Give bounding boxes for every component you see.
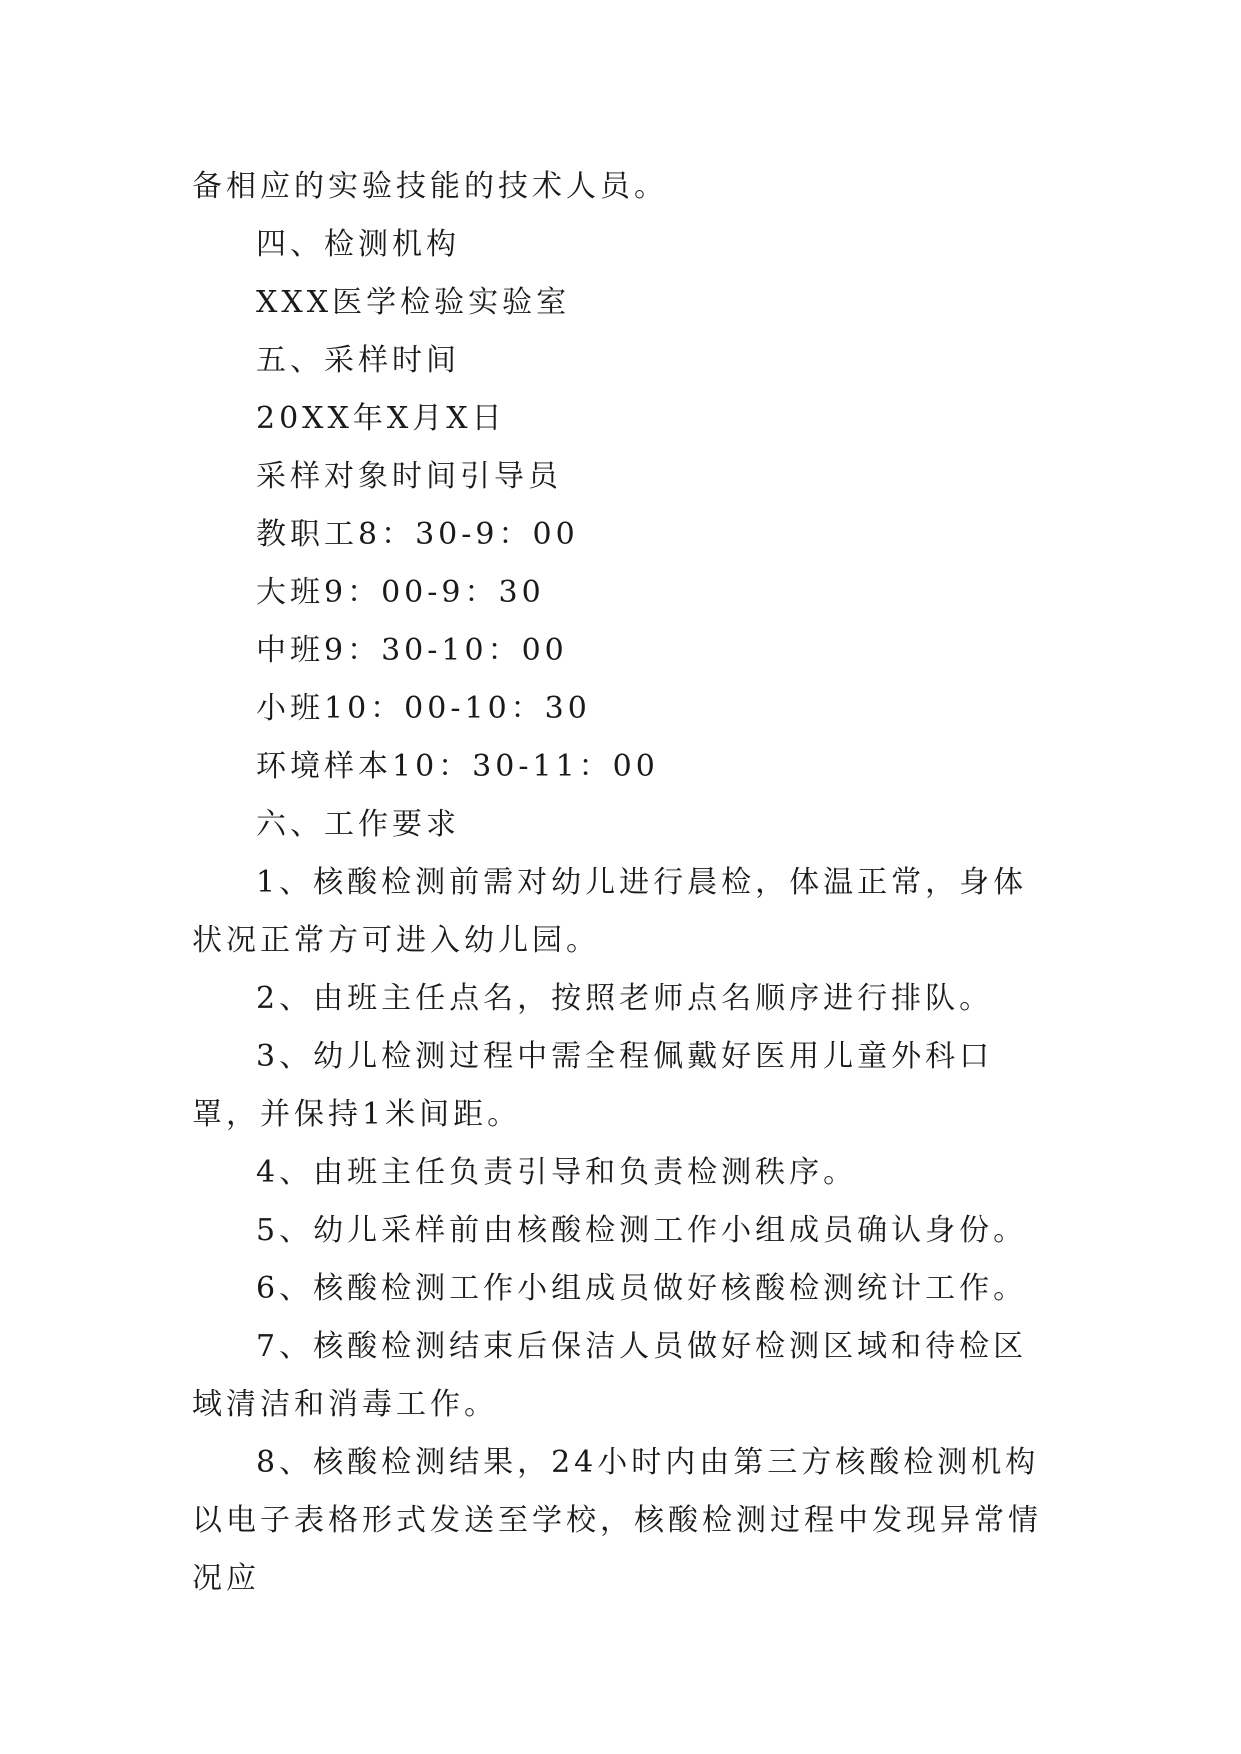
schedule-row-middle-class: 中班9：30-10：00 bbox=[256, 633, 568, 668]
section-heading-sampling-time: 五、采样时间 bbox=[256, 343, 460, 378]
paragraph-agency-name: XXX医学检验实验室 bbox=[256, 285, 571, 320]
requirement-item-3: 3、幼儿检测过程中需全程佩戴好医用儿童外科口罩，并保持1米间距。 bbox=[192, 1039, 994, 1132]
paragraph-schedule-header: 采样对象时间引导员 bbox=[256, 459, 562, 494]
requirement-item-8: 8、核酸检测结果，24小时内由第三方核酸检测机构以电子表格形式发送至学校，核酸检测过程中发现异常情况应 bbox=[192, 1445, 1042, 1596]
requirement-item-7: 7、核酸检测结束后保洁人员做好检测区域和待检区域清洁和消毒工作。 bbox=[192, 1329, 1028, 1422]
requirement-item-1: 1、核酸检测前需对幼儿进行晨检，体温正常，身体状况正常方可进入幼儿园。 bbox=[192, 865, 1028, 958]
paragraph-sampling-date: 20XX年X月X日 bbox=[256, 401, 506, 436]
document-body bbox=[192, 158, 1048, 1608]
requirement-item-5: 5、幼儿采样前由核酸检测工作小组成员确认身份。 bbox=[256, 1213, 1028, 1248]
section-heading-work-requirements: 六、工作要求 bbox=[256, 807, 460, 842]
section-heading-testing-agency: 四、检测机构 bbox=[256, 227, 460, 262]
paragraph-continuation: 备相应的实验技能的技术人员。 bbox=[192, 169, 668, 204]
schedule-row-junior-class: 小班10：00-10：30 bbox=[256, 691, 591, 726]
requirement-item-6: 6、核酸检测工作小组成员做好核酸检测统计工作。 bbox=[256, 1271, 1028, 1306]
schedule-row-environment: 环境样本10：30-11：00 bbox=[256, 749, 659, 784]
requirement-item-4: 4、由班主任负责引导和负责检测秩序。 bbox=[256, 1155, 858, 1190]
schedule-row-senior-class: 大班9：00-9：30 bbox=[256, 575, 545, 610]
schedule-row-staff: 教职工8：30-9：00 bbox=[256, 517, 579, 552]
requirement-item-2: 2、由班主任点名，按照老师点名顺序进行排队。 bbox=[256, 981, 994, 1016]
